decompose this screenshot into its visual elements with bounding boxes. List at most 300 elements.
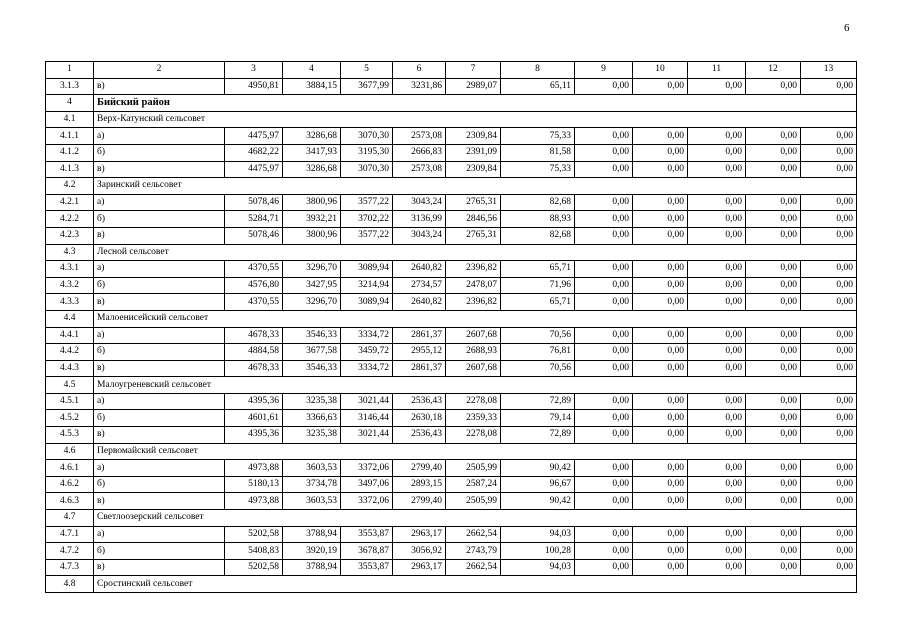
value-cell: 5078,46 [225,227,283,244]
value-cell: 0,00 [688,427,746,444]
section-title: Заринский сельсовет [94,178,857,195]
value-cell: 3070,30 [341,128,393,145]
table-row [46,261,857,278]
value-cell: 2799,40 [393,493,446,510]
value-cell: 0,00 [801,526,857,543]
value-cell: 0,00 [575,327,633,344]
value-cell: 3021,44 [341,427,393,444]
table-row [46,78,857,95]
value-cell: 2662,54 [446,559,501,576]
value-cell: 0,00 [575,294,633,311]
value-cell: 3146,44 [341,410,393,427]
value-cell: 2587,24 [446,476,501,493]
value-cell: 2662,54 [446,526,501,543]
value-cell: 0,00 [746,476,801,493]
section-row [46,111,857,128]
value-cell: 3546,33 [283,327,341,344]
row-number-cell: 4.4.1 [46,327,94,344]
value-cell: 0,00 [801,460,857,477]
value-cell: 70,56 [501,360,575,377]
value-cell: 3235,38 [283,393,341,410]
section-title: Малоугреневский сельсовет [94,377,857,394]
value-cell: 88,93 [501,211,575,228]
variant-cell: в) [94,559,225,576]
variant-cell: в) [94,161,225,178]
table-row [46,227,857,244]
value-cell: 3296,70 [283,261,341,278]
table-row [46,427,857,444]
value-cell: 2743,79 [446,543,501,560]
table-row [46,460,857,477]
row-number-cell: 4.6.1 [46,460,94,477]
value-cell: 90,42 [501,460,575,477]
value-cell: 0,00 [746,427,801,444]
value-cell: 4576,80 [225,277,283,294]
table-row [46,526,857,543]
table-row [46,360,857,377]
variant-cell: б) [94,277,225,294]
value-cell: 3043,24 [393,227,446,244]
value-cell: 2640,82 [393,294,446,311]
variant-cell: в) [94,493,225,510]
section-number: 4.1 [46,111,94,128]
row-number-cell: 4.5.2 [46,410,94,427]
value-cell: 4682,22 [225,144,283,161]
value-cell: 2536,43 [393,427,446,444]
value-cell: 3089,94 [341,261,393,278]
value-cell: 0,00 [633,476,688,493]
value-cell: 2765,31 [446,194,501,211]
value-cell: 5284,71 [225,211,283,228]
value-cell: 2505,99 [446,460,501,477]
value-cell: 0,00 [575,393,633,410]
value-cell: 2278,08 [446,427,501,444]
value-cell: 4370,55 [225,294,283,311]
section-number: 4.4 [46,310,94,327]
value-cell: 0,00 [688,543,746,560]
section-number: 4.3 [46,244,94,261]
value-cell: 0,00 [633,294,688,311]
row-number-cell: 4.1.2 [46,144,94,161]
value-cell: 82,68 [501,227,575,244]
value-cell: 5078,46 [225,194,283,211]
row-number-cell: 4.7.3 [46,559,94,576]
value-cell: 0,00 [801,144,857,161]
value-cell: 0,00 [801,161,857,178]
value-cell: 65,71 [501,261,575,278]
value-cell: 0,00 [575,227,633,244]
value-cell: 0,00 [575,144,633,161]
value-cell: 0,00 [801,344,857,361]
value-cell: 4601,61 [225,410,283,427]
value-cell: 3235,38 [283,427,341,444]
value-cell: 0,00 [801,211,857,228]
column-number-cell: 4 [283,62,341,79]
value-cell: 2478,07 [446,277,501,294]
value-cell: 2666,83 [393,144,446,161]
row-number-cell: 4.4.2 [46,344,94,361]
value-cell: 3800,96 [283,194,341,211]
value-cell: 0,00 [575,128,633,145]
value-cell: 0,00 [746,161,801,178]
value-cell: 0,00 [746,559,801,576]
section-title: Первомайский сельсовет [94,443,857,460]
value-cell: 0,00 [746,194,801,211]
section-number: 4.8 [46,576,94,593]
row-number-cell: 4.6.2 [46,476,94,493]
value-cell: 0,00 [633,211,688,228]
value-cell: 2861,37 [393,327,446,344]
value-cell: 3678,87 [341,543,393,560]
value-cell: 5202,58 [225,526,283,543]
section-title: Малоенисейский сельсовет [94,310,857,327]
section-number: 4 [46,95,94,112]
value-cell: 0,00 [746,128,801,145]
value-cell: 2955,12 [393,344,446,361]
value-cell: 3459,72 [341,344,393,361]
value-cell: 3603,53 [283,460,341,477]
variant-cell: а) [94,327,225,344]
row-number-cell: 4.7.2 [46,543,94,560]
section-row [46,244,857,261]
value-cell: 0,00 [688,393,746,410]
value-cell: 0,00 [746,227,801,244]
value-cell: 2688,93 [446,344,501,361]
value-cell: 0,00 [746,261,801,278]
section-number: 4.7 [46,510,94,527]
section-row [46,95,857,112]
value-cell: 2630,18 [393,410,446,427]
value-cell: 0,00 [746,526,801,543]
table-row [46,476,857,493]
row-number-cell: 4.1.3 [46,161,94,178]
value-cell: 0,00 [633,78,688,95]
row-number-cell: 4.5.1 [46,393,94,410]
value-cell: 4678,33 [225,360,283,377]
value-cell: 3497,06 [341,476,393,493]
row-number-cell: 4.2.2 [46,211,94,228]
value-cell: 100,28 [501,543,575,560]
column-number-cell: 12 [746,62,801,79]
table-row [46,393,857,410]
variant-cell: а) [94,261,225,278]
value-cell: 3070,30 [341,161,393,178]
value-cell: 3417,93 [283,144,341,161]
value-cell: 94,03 [501,526,575,543]
value-cell: 3372,06 [341,460,393,477]
table-body [46,62,857,593]
value-cell: 2989,07 [446,78,501,95]
value-cell: 0,00 [746,543,801,560]
variant-cell: в) [94,294,225,311]
value-cell: 0,00 [688,476,746,493]
value-cell: 3677,58 [283,344,341,361]
value-cell: 4973,88 [225,460,283,477]
value-cell: 4395,36 [225,393,283,410]
value-cell: 0,00 [746,460,801,477]
value-cell: 3577,22 [341,227,393,244]
value-cell: 3800,96 [283,227,341,244]
value-cell: 0,00 [575,460,633,477]
value-cell: 4370,55 [225,261,283,278]
value-cell: 3677,99 [341,78,393,95]
value-cell: 3553,87 [341,526,393,543]
value-cell: 3366,63 [283,410,341,427]
value-cell: 3553,87 [341,559,393,576]
value-cell: 0,00 [746,277,801,294]
value-cell: 0,00 [633,410,688,427]
column-number-cell: 5 [341,62,393,79]
value-cell: 0,00 [801,427,857,444]
value-cell: 2309,84 [446,161,501,178]
value-cell: 0,00 [575,476,633,493]
value-cell: 70,56 [501,327,575,344]
value-cell: 81,58 [501,144,575,161]
value-cell: 79,14 [501,410,575,427]
section-number: 4.2 [46,178,94,195]
column-number-cell: 1 [46,62,94,79]
value-cell: 3214,94 [341,277,393,294]
value-cell: 4475,97 [225,128,283,145]
value-cell: 0,00 [801,393,857,410]
value-cell: 5408,83 [225,543,283,560]
row-number-cell: 4.4.3 [46,360,94,377]
value-cell: 4973,88 [225,493,283,510]
value-cell: 2640,82 [393,261,446,278]
value-cell: 0,00 [688,410,746,427]
value-cell: 0,00 [633,493,688,510]
value-cell: 3056,92 [393,543,446,560]
value-cell: 0,00 [801,476,857,493]
section-number: 4.6 [46,443,94,460]
value-cell: 2963,17 [393,559,446,576]
table-row [46,211,857,228]
value-cell: 76,81 [501,344,575,361]
value-cell: 0,00 [688,211,746,228]
variant-cell: б) [94,144,225,161]
value-cell: 0,00 [688,194,746,211]
column-number-cell: 9 [575,62,633,79]
value-cell: 0,00 [801,360,857,377]
value-cell: 0,00 [575,161,633,178]
section-title: Лесной сельсовет [94,244,857,261]
value-cell: 0,00 [575,194,633,211]
value-cell: 2607,68 [446,327,501,344]
value-cell: 0,00 [575,78,633,95]
value-cell: 0,00 [801,493,857,510]
value-cell: 0,00 [575,493,633,510]
column-number-cell: 8 [501,62,575,79]
table-row [46,559,857,576]
value-cell: 0,00 [633,460,688,477]
variant-cell: б) [94,410,225,427]
variant-cell: б) [94,344,225,361]
value-cell: 0,00 [575,261,633,278]
value-cell: 2536,43 [393,393,446,410]
value-cell: 0,00 [633,144,688,161]
value-cell: 2309,84 [446,128,501,145]
value-cell: 0,00 [575,344,633,361]
row-number-cell: 4.2.3 [46,227,94,244]
value-cell: 0,00 [801,227,857,244]
value-cell: 0,00 [633,194,688,211]
value-cell: 0,00 [633,360,688,377]
value-cell: 0,00 [746,360,801,377]
value-cell: 0,00 [688,128,746,145]
value-cell: 0,00 [801,277,857,294]
section-title: Сростинский сельсовет [94,576,857,593]
value-cell: 0,00 [688,294,746,311]
table-row [46,144,857,161]
value-cell: 3788,94 [283,526,341,543]
value-cell: 2391,09 [446,144,501,161]
value-cell: 2396,82 [446,261,501,278]
variant-cell: а) [94,194,225,211]
value-cell: 0,00 [688,277,746,294]
value-cell: 3546,33 [283,360,341,377]
value-cell: 94,03 [501,559,575,576]
value-cell: 2846,56 [446,211,501,228]
value-cell: 4884,58 [225,344,283,361]
value-cell: 0,00 [688,261,746,278]
row-number-cell: 4.5.3 [46,427,94,444]
value-cell: 0,00 [801,410,857,427]
value-cell: 3702,22 [341,211,393,228]
section-title: Бийский район [94,95,857,112]
row-number-cell: 4.1.1 [46,128,94,145]
value-cell: 5180,13 [225,476,283,493]
variant-cell: а) [94,526,225,543]
table-row [46,344,857,361]
row-number-cell: 4.3.2 [46,277,94,294]
variant-cell: в) [94,427,225,444]
value-cell: 2607,68 [446,360,501,377]
variant-cell: б) [94,476,225,493]
value-cell: 0,00 [633,327,688,344]
value-cell: 0,00 [575,526,633,543]
value-cell: 65,11 [501,78,575,95]
section-row [46,443,857,460]
value-cell: 0,00 [633,526,688,543]
table-row [46,410,857,427]
value-cell: 0,00 [575,211,633,228]
value-cell: 0,00 [633,128,688,145]
value-cell: 65,71 [501,294,575,311]
value-cell: 0,00 [688,460,746,477]
value-cell: 71,96 [501,277,575,294]
value-cell: 0,00 [633,393,688,410]
value-cell: 90,42 [501,493,575,510]
value-cell: 0,00 [575,559,633,576]
value-cell: 3603,53 [283,493,341,510]
value-cell: 0,00 [801,78,857,95]
value-cell: 3136,99 [393,211,446,228]
value-cell: 3334,72 [341,360,393,377]
variant-cell: а) [94,393,225,410]
value-cell: 0,00 [688,78,746,95]
section-row [46,576,857,593]
section-title: Верх-Катунский сельсовет [94,111,857,128]
section-row [46,310,857,327]
tariff-table [45,61,857,593]
column-number-row [46,62,857,79]
row-number-cell: 4.6.3 [46,493,94,510]
section-row [46,510,857,527]
value-cell: 0,00 [575,543,633,560]
row-number-cell: 4.3.3 [46,294,94,311]
value-cell: 3286,68 [283,161,341,178]
value-cell: 3577,22 [341,194,393,211]
value-cell: 0,00 [688,161,746,178]
column-number-cell: 7 [446,62,501,79]
value-cell: 0,00 [801,543,857,560]
variant-cell: в) [94,78,225,95]
value-cell: 0,00 [746,493,801,510]
value-cell: 0,00 [633,427,688,444]
table-row [46,277,857,294]
table-row [46,194,857,211]
row-number-cell: 4.7.1 [46,526,94,543]
value-cell: 0,00 [801,194,857,211]
section-number: 4.5 [46,377,94,394]
value-cell: 0,00 [633,277,688,294]
variant-cell: б) [94,543,225,560]
value-cell: 0,00 [688,493,746,510]
value-cell: 3372,06 [341,493,393,510]
value-cell: 0,00 [801,294,857,311]
row-number-cell: 4.2.1 [46,194,94,211]
value-cell: 3021,44 [341,393,393,410]
row-number-cell: 3.1.3 [46,78,94,95]
value-cell: 0,00 [575,427,633,444]
value-cell: 0,00 [746,294,801,311]
table-row [46,128,857,145]
value-cell: 0,00 [688,344,746,361]
section-row [46,377,857,394]
value-cell: 3884,15 [283,78,341,95]
value-cell: 0,00 [575,410,633,427]
value-cell: 4950,81 [225,78,283,95]
section-row [46,178,857,195]
value-cell: 0,00 [688,144,746,161]
value-cell: 3089,94 [341,294,393,311]
value-cell: 0,00 [688,227,746,244]
value-cell: 0,00 [575,277,633,294]
value-cell: 72,89 [501,427,575,444]
table-row [46,294,857,311]
value-cell: 3286,68 [283,128,341,145]
table-row [46,327,857,344]
value-cell: 96,67 [501,476,575,493]
value-cell: 0,00 [746,344,801,361]
value-cell: 2505,99 [446,493,501,510]
value-cell: 0,00 [801,559,857,576]
section-title: Светлоозерский сельсовет [94,510,857,527]
table-row [46,543,857,560]
value-cell: 2799,40 [393,460,446,477]
value-cell: 3296,70 [283,294,341,311]
column-number-cell: 10 [633,62,688,79]
table-row [46,161,857,178]
value-cell: 4395,36 [225,427,283,444]
table-row [46,493,857,510]
column-number-cell: 11 [688,62,746,79]
value-cell: 0,00 [633,227,688,244]
value-cell: 2573,08 [393,128,446,145]
value-cell: 0,00 [801,261,857,278]
value-cell: 0,00 [801,327,857,344]
value-cell: 2893,15 [393,476,446,493]
